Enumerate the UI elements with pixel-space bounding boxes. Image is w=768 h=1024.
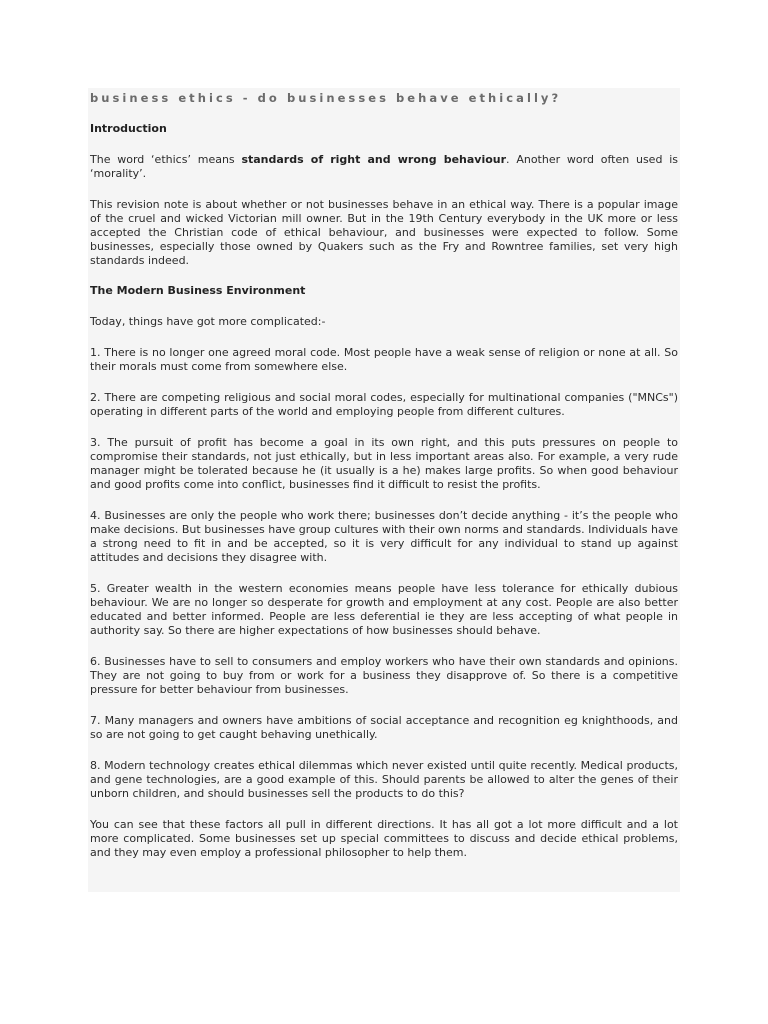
intro-bold-definition: standards of right and wrong behaviour	[241, 153, 507, 166]
document-title: business ethics - do businesses behave ethically?	[90, 91, 562, 105]
list-item: 5. Greater wealth in the western economies means people have less tolerance for ethically dubious behaviour. We are no longer so desperate for growth and employment at any cost. People are also better educated and better informed. People are less deferential ie they are less accepting of what people in authority say. So there are higher expectations of how businesses should behave.	[90, 582, 678, 637]
intro-text-after: . Another word often used is ‘morality’.	[90, 153, 678, 180]
intro-paragraph-definition	[90, 153, 678, 181]
section-heading-modern-environment: The Modern Business Environment	[90, 284, 306, 297]
list-item: 2. There are competing religious and social moral codes, especially for multinational companies ("MNCs") operating in different parts of the world and employing people from different cultures.	[90, 391, 678, 418]
list-item: 1. There is no longer one agreed moral code. Most people have a weak sense of religion or none at all. So their morals must come from somewhere else.	[90, 346, 678, 373]
list-item: 4. Businesses are only the people who work there; businesses don’t decide anything - it’s the people who make decisions. But businesses have group cultures with their own norms and standards. Individuals have a strong need to fit in and be accepted, so it is very difficult for any individual to stand up against attitudes and decisions they disagree with.	[90, 509, 678, 564]
conclusion-paragraph: You can see that these factors all pull in different directions. It has all got a lot more difficult and a lot more complicated. Some businesses set up special committees to discuss and decide ethical problems, and they may even employ a professional philosopher to help them.	[90, 818, 678, 859]
list-item: 8. Modern technology creates ethical dilemmas which never existed until quite recently. Medical products, and gene technologies, are a good example of this. Should parents be allowed to alter the genes of their unborn children, and should businesses sell the products to do this?	[90, 759, 678, 800]
section-heading-introduction: Introduction	[90, 122, 167, 135]
modern-intro-text: Today, things have got more complicated:-	[90, 315, 326, 328]
list-item: 3. The pursuit of profit has become a goal in its own right, and this puts pressures on people to compromise their standards, not just ethically, but in less important areas also. For example, a very rude manager might be tolerated because he (it usually is a he) makes large profits. So when good behaviour and good profits come into conflict, businesses find it difficult to resist the profits.	[90, 436, 678, 491]
intro-text-before: The word ‘ethics’ means	[90, 153, 242, 166]
document-page	[88, 88, 680, 892]
intro-paragraph-history: This revision note is about whether or not businesses behave in an ethical way. There is a popular image of the cruel and wicked Victorian mill owner. But in the 19th Century everybody in the UK more or less accepted the Christian code of ethical behaviour, and businesses were expected to follow. Some businesses, especially those owned by Quakers such as the Fry and Rowntree families, set very high standards indeed.	[90, 198, 678, 267]
list-item: 7. Many managers and owners have ambitions of social acceptance and recognition eg knighthoods, and so are not going to get caught behaving unethically.	[90, 714, 678, 741]
list-item: 6. Businesses have to sell to consumers and employ workers who have their own standards and opinions. They are not going to buy from or work for a business they disapprove of. So there is a competitive pressure for better behaviour from businesses.	[90, 655, 678, 696]
